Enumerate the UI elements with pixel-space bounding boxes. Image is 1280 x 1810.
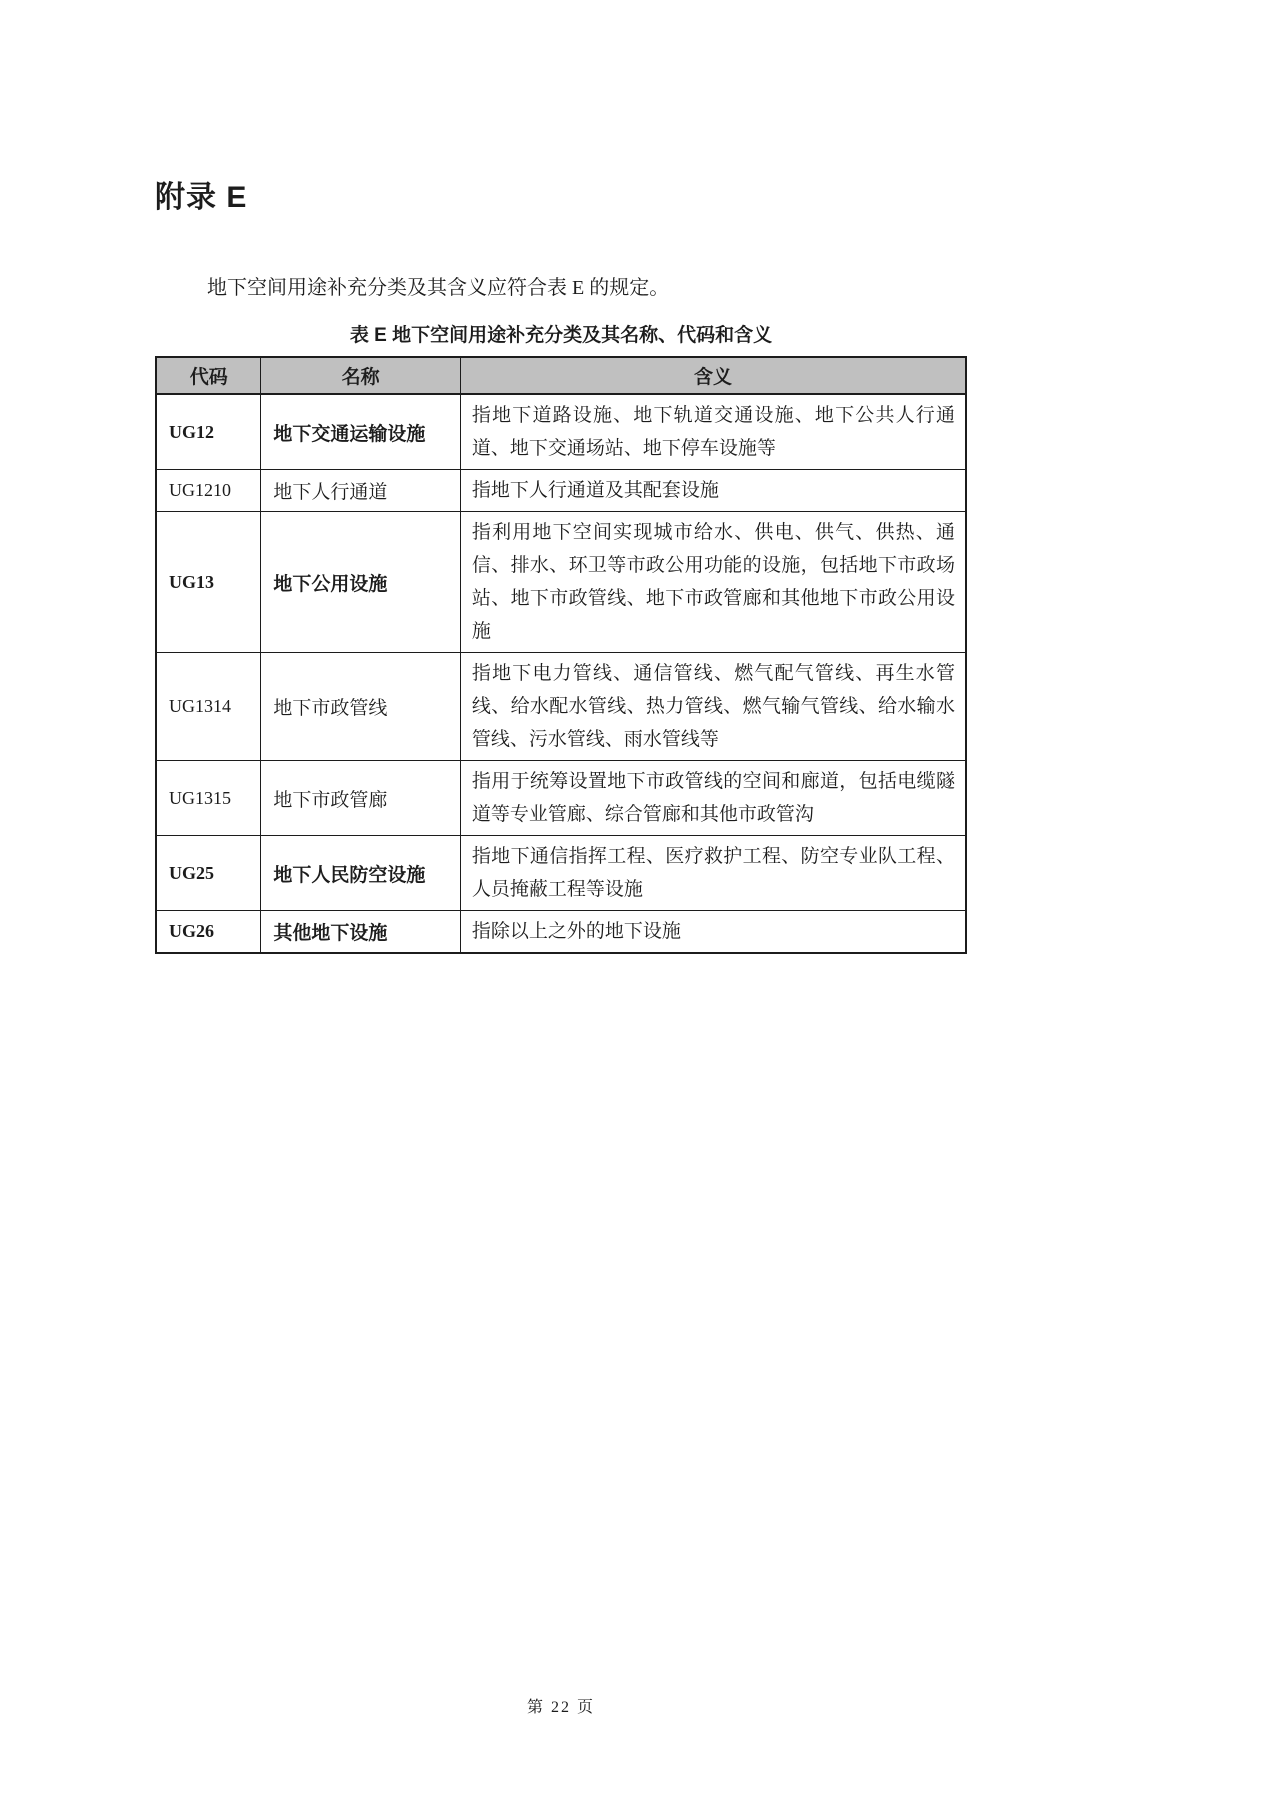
- name-cell: 地下市政管线: [261, 653, 460, 761]
- intro-paragraph: 地下空间用途补充分类及其含义应符合表 E 的规定。: [207, 277, 670, 299]
- column-header-name: 名称: [261, 357, 460, 394]
- code-cell: UG12: [156, 394, 261, 470]
- code-cell: UG26: [156, 911, 261, 954]
- code-cell: UG1314: [156, 653, 261, 761]
- table-row: [156, 911, 966, 954]
- table-row: [156, 394, 966, 470]
- code-cell: UG1210: [156, 470, 261, 512]
- table-header-row: [156, 357, 966, 394]
- table-row: [156, 836, 966, 911]
- code-cell: UG25: [156, 836, 261, 911]
- name-cell: 地下交通运输设施: [261, 394, 460, 470]
- table-row: [156, 653, 966, 761]
- classification-table: [155, 356, 967, 954]
- document-page: [155, 0, 967, 1810]
- name-cell: 地下人行通道: [261, 470, 460, 512]
- column-header-meaning: 含义: [460, 357, 966, 394]
- meaning-cell: 指除以上之外的地下设施: [460, 911, 966, 954]
- meaning-cell: 指用于统筹设置地下市政管线的空间和廊道，包括电缆隧道等专业管廊、综合管廊和其他市政管沟: [460, 761, 966, 836]
- meaning-cell: 指地下人行通道及其配套设施: [460, 470, 966, 512]
- code-cell: UG13: [156, 512, 261, 653]
- meaning-cell: 指地下通信指挥工程、医疗救护工程、防空专业队工程、人员掩蔽工程等设施: [460, 836, 966, 911]
- name-cell: 地下公用设施: [261, 512, 460, 653]
- table-row: [156, 470, 966, 512]
- code-cell: UG1315: [156, 761, 261, 836]
- meaning-cell: 指地下道路设施、地下轨道交通设施、地下公共人行通道、地下交通场站、地下停车设施等: [460, 394, 966, 470]
- meaning-cell: 指利用地下空间实现城市给水、供电、供气、供热、通信、排水、环卫等市政公用功能的设施，包括地下市政场站、地下市政管线、地下市政管廊和其他地下市政公用设施: [460, 512, 966, 653]
- table-body: [156, 394, 966, 953]
- meaning-cell: 指地下电力管线、通信管线、燃气配气管线、再生水管线、给水配水管线、热力管线、燃气输气管线、给水输水管线、污水管线、雨水管线等: [460, 653, 966, 761]
- appendix-title: 附录 E: [155, 181, 248, 214]
- column-header-code: 代码: [156, 357, 261, 394]
- page-number: 第 22 页: [526, 1699, 595, 1716]
- name-cell: 其他地下设施: [261, 911, 460, 954]
- table-row: [156, 512, 966, 653]
- name-cell: 地下人民防空设施: [261, 836, 460, 911]
- table-caption: 表 E 地下空间用途补充分类及其名称、代码和含义: [349, 325, 773, 346]
- table-row: [156, 761, 966, 836]
- name-cell: 地下市政管廊: [261, 761, 460, 836]
